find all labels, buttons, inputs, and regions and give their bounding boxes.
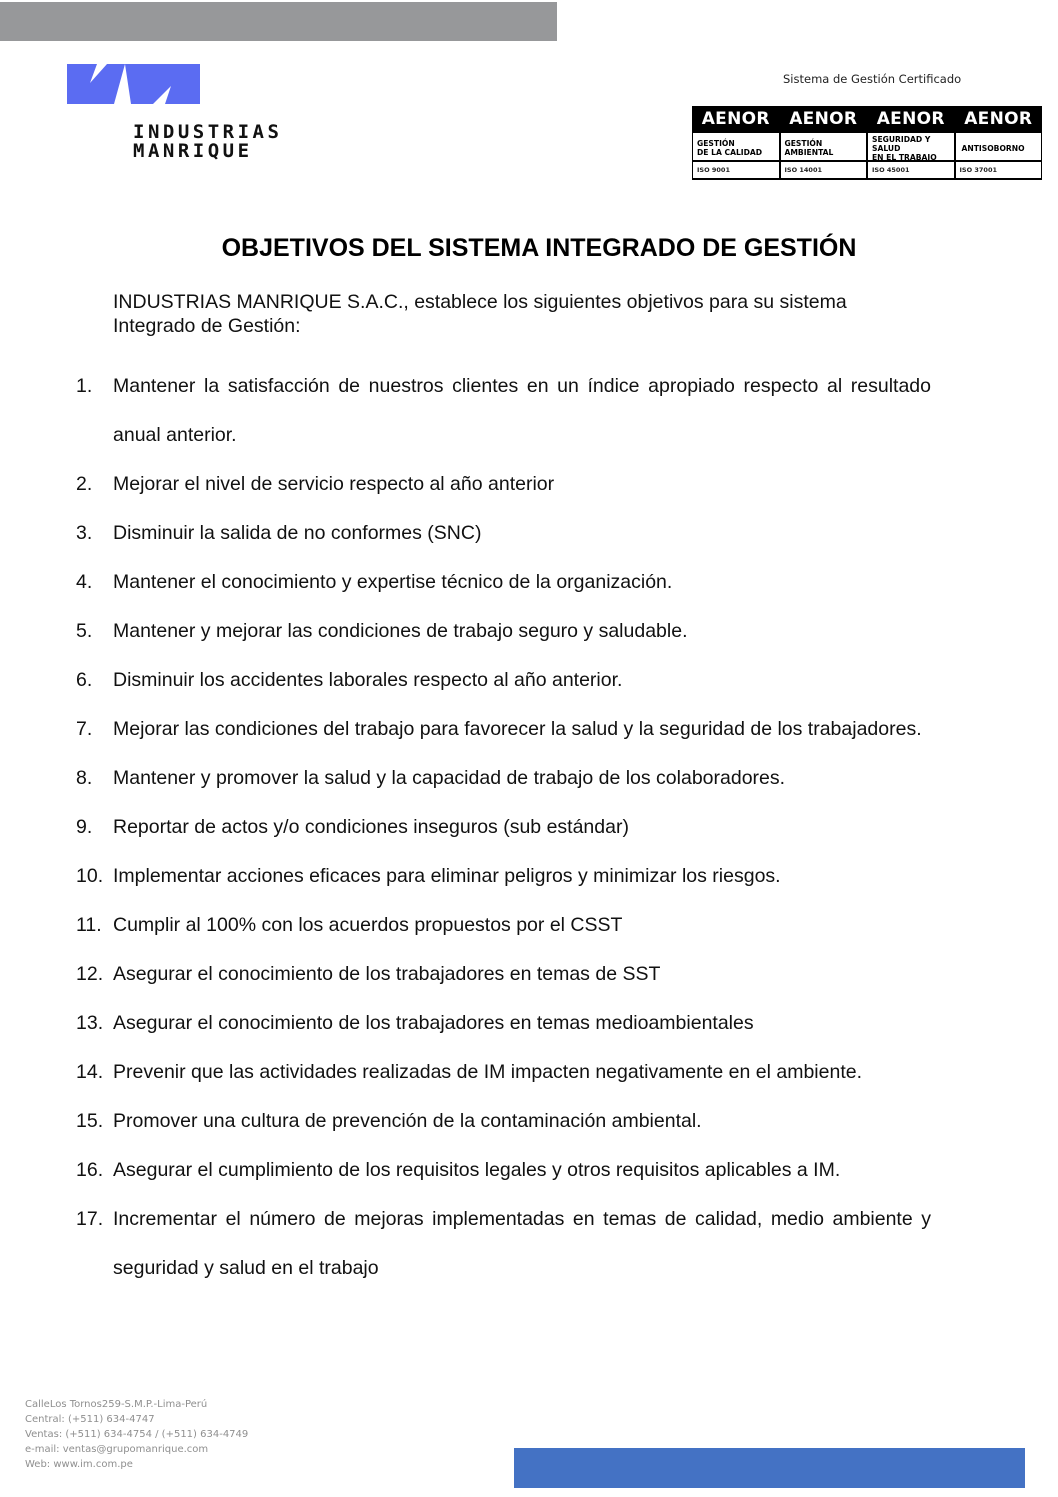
wordmark-line-1: INDUSTRIAS bbox=[133, 121, 283, 143]
objective-item bbox=[76, 803, 931, 852]
objective-item bbox=[76, 1048, 931, 1097]
header-gray-bar bbox=[0, 2, 557, 41]
document-title: OBJETIVOS DEL SISTEMA INTEGRADO DE GESTIÓN bbox=[221, 234, 857, 262]
objective-number: 7. bbox=[76, 718, 93, 740]
objective-text: Cumplir al 100% con los acuerdos propuestos por el CSST bbox=[113, 914, 623, 936]
objective-text: Mejorar el nivel de servicio respecto al año anterior bbox=[113, 473, 555, 495]
objective-number: 4. bbox=[76, 571, 93, 593]
objective-text: Asegurar el conocimiento de los trabajadores en temas de SST bbox=[113, 963, 661, 985]
cert-environmental bbox=[781, 106, 867, 179]
aenor-brand: AENOR bbox=[789, 109, 858, 129]
intro-line-2: Integrado de Gestión: bbox=[113, 315, 301, 337]
objective-text: Incrementar el número de mejoras implementadas en temas de calidad, medio ambiente y seguridad y salud en el trabajo bbox=[113, 1208, 931, 1279]
objective-number: 12. bbox=[76, 963, 104, 985]
certification-caption: Sistema de Gestión Certificado bbox=[783, 72, 962, 86]
company-logo bbox=[67, 64, 283, 174]
objective-item bbox=[76, 656, 931, 705]
aenor-certification-table bbox=[692, 106, 1042, 180]
company-wordmark bbox=[133, 123, 282, 161]
footer-sales-phone: Ventas: (+511) 634-4754 / (+511) 634-4749 bbox=[25, 1429, 249, 1440]
objective-text: Promover una cultura de prevención de la contaminación ambiental. bbox=[113, 1110, 702, 1132]
objective-number: 5. bbox=[76, 620, 93, 642]
objective-number: 10. bbox=[76, 865, 104, 887]
cert-name: GESTIÓN AMBIENTAL bbox=[781, 133, 867, 160]
objective-text: Mantener y promover la salud y la capacidad de trabajo de los colaboradores. bbox=[113, 767, 786, 789]
cert-quality bbox=[693, 106, 779, 179]
objective-item bbox=[76, 1195, 931, 1293]
objective-item bbox=[76, 950, 931, 999]
objective-number: 15. bbox=[76, 1110, 104, 1132]
im-logo-mark-icon bbox=[67, 64, 200, 104]
objective-item bbox=[76, 705, 931, 754]
aenor-brand: AENOR bbox=[876, 109, 945, 129]
objective-text: Implementar acciones eficaces para eliminar peligros y minimizar los riesgos. bbox=[113, 865, 781, 887]
footer-web[interactable]: Web: www.im.com.pe bbox=[25, 1459, 133, 1470]
objective-text: Prevenir que las actividades realizadas de IM impacten negativamente en el ambiente. bbox=[113, 1061, 863, 1083]
objective-item bbox=[76, 362, 931, 460]
objective-text: Reportar de actos y/o condiciones inseguros (sub estándar) bbox=[113, 816, 629, 838]
objective-text: Asegurar el cumplimiento de los requisitos legales y otros requisitos aplicables a IM. bbox=[113, 1159, 841, 1181]
objective-number: 1. bbox=[76, 375, 93, 397]
objective-number: 2. bbox=[76, 473, 93, 495]
objective-text: Disminuir los accidentes laborales respecto al año anterior. bbox=[113, 669, 623, 691]
objective-text: Mantener la satisfacción de nuestros clientes en un índice apropiado respecto al resultado anual anterior. bbox=[113, 375, 931, 446]
objective-text: Mejorar las condiciones del trabajo para favorecer la salud y la seguridad de los trabajadores. bbox=[113, 718, 922, 740]
objective-item bbox=[76, 558, 931, 607]
objective-item bbox=[76, 509, 931, 558]
objective-item bbox=[76, 1146, 931, 1195]
cert-standard: ISO 14001 bbox=[781, 162, 867, 178]
objective-text: Disminuir la salida de no conformes (SNC) bbox=[113, 522, 482, 544]
objective-number: 17. bbox=[76, 1208, 104, 1230]
objective-number: 11. bbox=[76, 914, 102, 936]
aenor-brand: AENOR bbox=[964, 109, 1033, 129]
footer-central-phone: Central: (+511) 634-4747 bbox=[25, 1414, 155, 1425]
cert-name: ANTISOBORNO bbox=[956, 133, 1042, 160]
wordmark-line-2: MANRIQUE bbox=[133, 140, 253, 162]
objective-item bbox=[76, 1097, 931, 1146]
objective-item bbox=[76, 460, 931, 509]
contact-footer bbox=[25, 1397, 248, 1472]
cert-name: SEGURIDAD Y SALUD EN EL TRABAJO bbox=[868, 133, 954, 160]
objective-item bbox=[76, 852, 931, 901]
objective-text: Mantener el conocimiento y expertise técnico de la organización. bbox=[113, 571, 673, 593]
cert-standard: ISO 9001 bbox=[693, 162, 779, 178]
objective-number: 6. bbox=[76, 669, 93, 691]
cert-name: GESTIÓN DE LA CALIDAD bbox=[693, 133, 779, 160]
footer-email[interactable]: e-mail: ventas@grupomanrique.com bbox=[25, 1444, 209, 1455]
objectives-list bbox=[76, 362, 931, 1293]
objective-number: 14. bbox=[76, 1061, 104, 1083]
objective-item bbox=[76, 901, 931, 950]
footer-address: CalleLos Tornos259-S.M.P.-Lima-Perú bbox=[25, 1399, 208, 1410]
cert-standard: ISO 45001 bbox=[868, 162, 954, 178]
intro-paragraph bbox=[113, 290, 933, 338]
cert-anti-bribery bbox=[956, 106, 1042, 179]
objective-number: 8. bbox=[76, 767, 93, 789]
objective-item bbox=[76, 999, 931, 1048]
footer-blue-bar bbox=[514, 1448, 1025, 1488]
intro-line-1: INDUSTRIAS MANRIQUE S.A.C., establece los siguientes objetivos para su sistema bbox=[113, 291, 847, 313]
cert-safety-health bbox=[868, 106, 954, 179]
objective-number: 3. bbox=[76, 522, 93, 544]
objective-item bbox=[76, 607, 931, 656]
objective-number: 16. bbox=[76, 1159, 104, 1181]
objective-item bbox=[76, 754, 931, 803]
aenor-brand: AENOR bbox=[701, 109, 770, 129]
objective-text: Asegurar el conocimiento de los trabajadores en temas medioambientales bbox=[113, 1012, 754, 1034]
cert-standard: ISO 37001 bbox=[956, 162, 1042, 178]
objective-text: Mantener y mejorar las condiciones de trabajo seguro y saludable. bbox=[113, 620, 688, 642]
objective-number: 9. bbox=[76, 816, 93, 838]
objective-number: 13. bbox=[76, 1012, 104, 1034]
